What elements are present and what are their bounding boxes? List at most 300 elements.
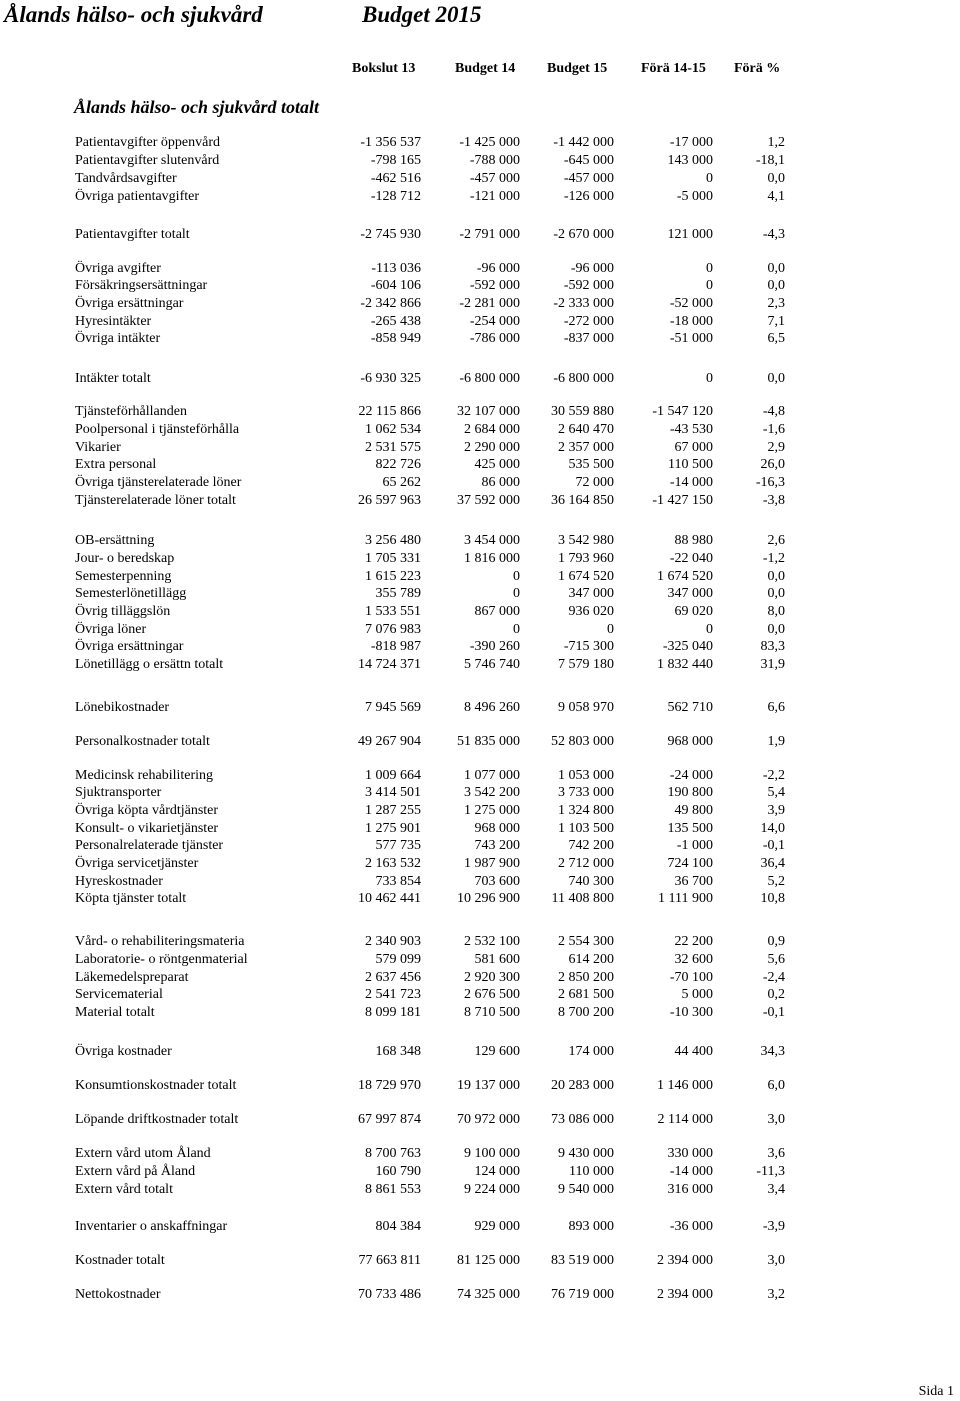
- bokslut-13-value: 1 009 664: [365, 768, 421, 783]
- budget-14-value: -2 281 000: [459, 296, 520, 311]
- table-row: [0, 784, 960, 802]
- bokslut-13-value: 7 945 569: [365, 700, 421, 715]
- table-row: [0, 474, 960, 492]
- budget-15-value: 174 000: [568, 1044, 614, 1059]
- fora-14-15-value: -325 040: [662, 639, 713, 654]
- fora-14-15-value: 32 600: [674, 952, 713, 967]
- budget-15-value: -715 300: [563, 639, 614, 654]
- bokslut-13-value: 77 663 811: [358, 1253, 421, 1268]
- fora-percent-value: 3,9: [767, 803, 785, 818]
- fora-14-15-value: 724 100: [667, 856, 713, 871]
- fora-14-15-value: -22 040: [669, 551, 713, 566]
- bokslut-13-value: 8 861 553: [365, 1182, 421, 1197]
- row-label: Övriga ersättningar: [75, 639, 184, 654]
- bokslut-13-value: 168 348: [375, 1044, 421, 1059]
- bokslut-13-value: 49 267 904: [358, 734, 421, 749]
- bokslut-13-value: 579 099: [375, 952, 421, 967]
- budget-15-value: 614 200: [568, 952, 614, 967]
- table-row: [0, 699, 960, 717]
- budget-14-value: 5 746 740: [464, 657, 520, 672]
- fora-14-15-value: 0: [706, 278, 713, 293]
- budget-14-value: 867 000: [474, 604, 520, 619]
- table-row: [0, 638, 960, 656]
- table-row: [0, 733, 960, 751]
- row-label: Tjänsterelaterade löner totalt: [75, 493, 236, 508]
- fora-percent-value: 0,9: [767, 934, 785, 949]
- fora-14-15-value: -5 000: [676, 189, 713, 204]
- bokslut-13-value: 355 789: [375, 586, 421, 601]
- fora-14-15-value: -36 000: [669, 1219, 713, 1234]
- row-label: Patientavgifter totalt: [75, 227, 190, 242]
- row-label: Vård- o rehabiliteringsmateria: [75, 934, 245, 949]
- document-title: Ålands hälso- och sjukvård: [4, 2, 263, 27]
- page-number: Sida 1: [918, 1384, 954, 1399]
- fora-percent-value: 3,2: [767, 1287, 785, 1302]
- bokslut-13-value: 3 256 480: [365, 533, 421, 548]
- fora-percent-value: 36,4: [760, 856, 785, 871]
- row-label: Patientavgifter öppenvård: [75, 135, 221, 150]
- fora-percent-value: 2,6: [767, 533, 785, 548]
- row-label: Övriga köpta vårdtjänster: [75, 803, 219, 818]
- budget-15-value: 2 357 000: [558, 440, 614, 455]
- budget-14-value: -6 800 000: [459, 371, 520, 386]
- budget-15-value: -457 000: [563, 171, 614, 186]
- fora-14-15-value: 330 000: [667, 1146, 713, 1161]
- table-row: [0, 933, 960, 951]
- table-row: [0, 1077, 960, 1095]
- budget-15-value: 1 103 500: [558, 821, 614, 836]
- fora-14-15-value: 0: [706, 261, 713, 276]
- fora-14-15-value: 121 000: [667, 227, 713, 242]
- table-row: [0, 1252, 960, 1270]
- fora-14-15-value: 67 000: [674, 440, 713, 455]
- fora-14-15-value: 0: [706, 371, 713, 386]
- fora-14-15-value: 22 200: [674, 934, 713, 949]
- bokslut-13-value: 8 099 181: [365, 1005, 421, 1020]
- budget-14-value: 19 137 000: [457, 1078, 520, 1093]
- fora-percent-value: 3,4: [767, 1182, 785, 1197]
- bokslut-13-value: 804 384: [375, 1219, 421, 1234]
- budget-15-value: 2 712 000: [558, 856, 614, 871]
- bokslut-13-value: 14 724 371: [358, 657, 421, 672]
- fora-14-15-value: 2 394 000: [657, 1253, 713, 1268]
- bokslut-13-value: 67 997 874: [358, 1112, 421, 1127]
- budget-15-value: 742 200: [568, 838, 614, 853]
- bokslut-13-value: 1 533 551: [365, 604, 421, 619]
- row-label: Semesterpenning: [75, 569, 172, 584]
- budget-15-value: 1 324 800: [558, 803, 614, 818]
- table-row: [0, 621, 960, 639]
- fora-percent-value: 3,0: [767, 1112, 785, 1127]
- budget-14-value: 86 000: [481, 475, 520, 490]
- fora-percent-value: -2,4: [762, 970, 785, 985]
- row-label: Läkemedelspreparat: [75, 970, 189, 985]
- fora-percent-value: -0,1: [762, 838, 785, 853]
- budget-14-value: 51 835 000: [457, 734, 520, 749]
- bokslut-13-value: 2 637 456: [365, 970, 421, 985]
- budget-14-value: 1 987 900: [464, 856, 520, 871]
- row-label: Poolpersonal i tjänsteförhålla: [75, 422, 240, 437]
- table-row: [0, 1145, 960, 1163]
- table-row: [0, 277, 960, 295]
- budget-14-value: 2 676 500: [464, 987, 520, 1002]
- row-label: Konsumtionskostnader totalt: [75, 1078, 237, 1093]
- fora-percent-value: 5,6: [767, 952, 785, 967]
- table-row: [0, 492, 960, 510]
- budget-14-value: 968 000: [474, 821, 520, 836]
- budget-14-value: 124 000: [474, 1164, 520, 1179]
- budget-15-value: 3 542 980: [558, 533, 614, 548]
- bokslut-13-value: 1 062 534: [365, 422, 421, 437]
- budget-14-value: -592 000: [469, 278, 520, 293]
- row-label: OB-ersättning: [75, 533, 155, 548]
- table-row: [0, 403, 960, 421]
- fora-14-15-value: -52 000: [669, 296, 713, 311]
- budget-14-value: 2 290 000: [464, 440, 520, 455]
- bokslut-13-value: -113 036: [371, 261, 421, 276]
- budget-15-value: 9 540 000: [558, 1182, 614, 1197]
- budget-15-value: 0: [607, 622, 614, 637]
- budget-15-value: 73 086 000: [551, 1112, 614, 1127]
- fora-percent-value: 3,6: [767, 1146, 785, 1161]
- fora-percent-value: -16,3: [755, 475, 785, 490]
- budget-15-value: 9 058 970: [558, 700, 614, 715]
- budget-14-value: -96 000: [476, 261, 520, 276]
- table-row: [0, 134, 960, 152]
- table-row: [0, 1181, 960, 1199]
- row-label: Inventarier o anskaffningar: [75, 1219, 228, 1234]
- column-header-budget-14: Budget 14: [455, 61, 516, 76]
- fora-percent-value: 0,0: [767, 171, 785, 186]
- table-row: [0, 439, 960, 457]
- fora-percent-value: -3,8: [762, 493, 785, 508]
- table-row: [0, 1004, 960, 1022]
- fora-14-15-value: 968 000: [667, 734, 713, 749]
- bokslut-13-value: -818 987: [370, 639, 421, 654]
- budget-15-value: 1 674 520: [558, 569, 614, 584]
- budget-15-value: 20 283 000: [551, 1078, 614, 1093]
- fora-14-15-value: -10 300: [669, 1005, 713, 1020]
- row-label: Personalrelaterade tjänster: [75, 838, 224, 853]
- fora-percent-value: 8,0: [767, 604, 785, 619]
- bokslut-13-value: 1 615 223: [365, 569, 421, 584]
- fora-percent-value: 31,9: [760, 657, 785, 672]
- fora-percent-value: 5,2: [767, 874, 785, 889]
- row-label: Övriga kostnader: [75, 1044, 172, 1059]
- table-row: [0, 802, 960, 820]
- fora-14-15-value: -43 530: [669, 422, 713, 437]
- row-label: Övriga servicetjänster: [75, 856, 199, 871]
- table-row: [0, 456, 960, 474]
- table-row: [0, 568, 960, 586]
- row-label: Försäkringsersättningar: [75, 278, 208, 293]
- table-row: [0, 585, 960, 603]
- fora-14-15-value: 49 800: [674, 803, 713, 818]
- bokslut-13-value: 26 597 963: [358, 493, 421, 508]
- budget-15-value: -2 333 000: [553, 296, 614, 311]
- fora-14-15-value: -51 000: [669, 331, 713, 346]
- budget-15-value: -6 800 000: [553, 371, 614, 386]
- column-header-fora-14-15: Förä 14-15: [641, 61, 706, 76]
- budget-14-value: 1 816 000: [464, 551, 520, 566]
- fora-percent-value: 0,0: [767, 278, 785, 293]
- row-label: Löpande driftkostnader totalt: [75, 1112, 239, 1127]
- table-row: [0, 313, 960, 331]
- budget-15-value: 2 640 470: [558, 422, 614, 437]
- bokslut-13-value: -1 356 537: [360, 135, 421, 150]
- fora-14-15-value: 316 000: [667, 1182, 713, 1197]
- budget-15-value: 30 559 880: [551, 404, 614, 419]
- fora-percent-value: 1,9: [767, 734, 785, 749]
- row-label: Patientavgifter slutenvård: [75, 153, 220, 168]
- row-label: Kostnader totalt: [75, 1253, 165, 1268]
- budget-15-value: 8 700 200: [558, 1005, 614, 1020]
- row-label: Tjänsteförhållanden: [75, 404, 187, 419]
- bokslut-13-value: 65 262: [382, 475, 421, 490]
- column-header-bokslut-13: Bokslut 13: [352, 61, 416, 76]
- fora-14-15-value: 190 800: [667, 785, 713, 800]
- fora-percent-value: 14,0: [760, 821, 785, 836]
- table-row: [0, 226, 960, 244]
- fora-percent-value: 7,1: [767, 314, 785, 329]
- budget-14-value: -390 260: [469, 639, 520, 654]
- fora-percent-value: 83,3: [760, 639, 785, 654]
- row-label: Övriga tjänsterelaterade löner: [75, 475, 242, 490]
- fora-14-15-value: 2 114 000: [657, 1112, 713, 1127]
- fora-percent-value: 0,0: [767, 622, 785, 637]
- table-row: [0, 260, 960, 278]
- row-label: Extern vård totalt: [75, 1182, 173, 1197]
- fora-percent-value: 3,0: [767, 1253, 785, 1268]
- fora-percent-value: 2,3: [767, 296, 785, 311]
- row-label: Sjuktransporter: [75, 785, 162, 800]
- row-label: Extern vård på Åland: [75, 1164, 196, 1179]
- budget-14-value: 425 000: [474, 457, 520, 472]
- bokslut-13-value: -265 438: [370, 314, 421, 329]
- fora-14-15-value: 0: [706, 171, 713, 186]
- budget-14-value: 8 496 260: [464, 700, 520, 715]
- fora-14-15-value: 110 500: [668, 457, 713, 472]
- fora-14-15-value: 5 000: [681, 987, 713, 1002]
- fora-percent-value: -2,2: [762, 768, 785, 783]
- budget-14-value: 9 100 000: [464, 1146, 520, 1161]
- fora-percent-value: 0,2: [767, 987, 785, 1002]
- fora-14-15-value: -70 100: [669, 970, 713, 985]
- table-row: [0, 295, 960, 313]
- budget-14-value: 0: [513, 622, 520, 637]
- budget-15-value: -96 000: [570, 261, 614, 276]
- fora-14-15-value: -17 000: [669, 135, 713, 150]
- fora-14-15-value: -14 000: [669, 1164, 713, 1179]
- fora-14-15-value: 69 020: [674, 604, 713, 619]
- budget-14-value: 74 325 000: [457, 1287, 520, 1302]
- table-row: [0, 550, 960, 568]
- table-row: [0, 532, 960, 550]
- bokslut-13-value: 577 735: [375, 838, 421, 853]
- row-label: Extra personal: [75, 457, 157, 472]
- bokslut-13-value: 1 705 331: [365, 551, 421, 566]
- budget-14-value: 0: [513, 569, 520, 584]
- table-row: [0, 1286, 960, 1304]
- row-label: Övriga löner: [75, 622, 147, 637]
- fora-percent-value: -1,2: [762, 551, 785, 566]
- fora-percent-value: 0,0: [767, 371, 785, 386]
- column-header-fora-percent: Förä %: [734, 61, 781, 76]
- fora-percent-value: 10,8: [760, 891, 785, 906]
- budget-15-value: 9 430 000: [558, 1146, 614, 1161]
- bokslut-13-value: 7 076 983: [365, 622, 421, 637]
- budget-15-value: 110 000: [569, 1164, 614, 1179]
- budget-14-value: 9 224 000: [464, 1182, 520, 1197]
- table-row: [0, 873, 960, 891]
- budget-14-value: 8 710 500: [464, 1005, 520, 1020]
- row-label: Laboratorie- o röntgenmaterial: [75, 952, 248, 967]
- budget-15-value: 83 519 000: [551, 1253, 614, 1268]
- fora-14-15-value: 44 400: [674, 1044, 713, 1059]
- fora-percent-value: -18,1: [755, 153, 785, 168]
- budget-14-value: 70 972 000: [457, 1112, 520, 1127]
- budget-14-value: 1 077 000: [464, 768, 520, 783]
- column-header-budget-15: Budget 15: [547, 61, 608, 76]
- table-row: [0, 986, 960, 1004]
- row-label: Övrig tilläggslön: [75, 604, 171, 619]
- row-label: Material totalt: [75, 1005, 155, 1020]
- fora-percent-value: 5,4: [767, 785, 785, 800]
- budget-14-value: -121 000: [469, 189, 520, 204]
- fora-14-15-value: -24 000: [669, 768, 713, 783]
- budget-14-value: 2 532 100: [464, 934, 520, 949]
- budget-15-value: 11 408 800: [551, 891, 614, 906]
- bokslut-13-value: 18 729 970: [358, 1078, 421, 1093]
- budget-14-value: 129 600: [474, 1044, 520, 1059]
- budget-15-value: 36 164 850: [551, 493, 614, 508]
- budget-15-value: 3 733 000: [558, 785, 614, 800]
- budget-15-value: -645 000: [563, 153, 614, 168]
- budget-14-value: 743 200: [474, 838, 520, 853]
- fora-14-15-value: 1 146 000: [657, 1078, 713, 1093]
- table-row: [0, 170, 960, 188]
- table-row: [0, 330, 960, 348]
- budget-14-value: -1 425 000: [459, 135, 520, 150]
- bokslut-13-value: 822 726: [375, 457, 421, 472]
- bokslut-13-value: 2 531 575: [365, 440, 421, 455]
- fora-14-15-value: -1 547 120: [652, 404, 713, 419]
- budget-15-value: -592 000: [563, 278, 614, 293]
- table-row: [0, 188, 960, 206]
- budget-15-value: 1 793 960: [558, 551, 614, 566]
- fora-percent-value: 1,2: [767, 135, 785, 150]
- budget-14-value: 581 600: [474, 952, 520, 967]
- budget-14-value: -254 000: [469, 314, 520, 329]
- row-label: Övriga intäkter: [75, 331, 161, 346]
- bokslut-13-value: -2 745 930: [360, 227, 421, 242]
- fora-14-15-value: 1 674 520: [657, 569, 713, 584]
- fora-14-15-value: -1 427 150: [652, 493, 713, 508]
- bokslut-13-value: 70 733 486: [358, 1287, 421, 1302]
- budget-14-value: 703 600: [474, 874, 520, 889]
- row-label: Lönetillägg o ersättn totalt: [75, 657, 224, 672]
- fora-percent-value: -4,8: [762, 404, 785, 419]
- fora-percent-value: -11,3: [756, 1164, 785, 1179]
- row-label: Konsult- o vikarietjänster: [75, 821, 219, 836]
- fora-14-15-value: 143 000: [667, 153, 713, 168]
- row-label: Köpta tjänster totalt: [75, 891, 187, 906]
- bokslut-13-value: 2 541 723: [365, 987, 421, 1002]
- row-label: Övriga ersättningar: [75, 296, 184, 311]
- budget-15-value: -2 670 000: [553, 227, 614, 242]
- budget-15-value: 893 000: [568, 1219, 614, 1234]
- fora-14-15-value: -14 000: [669, 475, 713, 490]
- fora-percent-value: 2,9: [767, 440, 785, 455]
- budget-14-value: 3 542 200: [464, 785, 520, 800]
- budget-15-value: 347 000: [568, 586, 614, 601]
- budget-14-value: 10 296 900: [457, 891, 520, 906]
- bokslut-13-value: 10 462 441: [358, 891, 421, 906]
- fora-percent-value: -1,6: [762, 422, 785, 437]
- row-label: Extern vård utom Åland: [75, 1146, 211, 1161]
- row-label: Semesterlönetillägg: [75, 586, 187, 601]
- table-row: [0, 1111, 960, 1129]
- budget-14-value: 2 920 300: [464, 970, 520, 985]
- budget-15-value: 7 579 180: [558, 657, 614, 672]
- budget-15-value: 2 554 300: [558, 934, 614, 949]
- fora-14-15-value: 88 980: [674, 533, 713, 548]
- table-row: [0, 1218, 960, 1236]
- bokslut-13-value: -2 342 866: [360, 296, 421, 311]
- bokslut-13-value: 8 700 763: [365, 1146, 421, 1161]
- table-row: [0, 951, 960, 969]
- fora-percent-value: 6,6: [767, 700, 785, 715]
- budget-14-value: 2 684 000: [464, 422, 520, 437]
- budget-15-value: 535 500: [568, 457, 614, 472]
- fora-14-15-value: 36 700: [674, 874, 713, 889]
- table-row: [0, 152, 960, 170]
- fora-14-15-value: -18 000: [669, 314, 713, 329]
- fora-14-15-value: 1 111 900: [658, 891, 713, 906]
- bokslut-13-value: -462 516: [370, 171, 421, 186]
- bokslut-13-value: -6 930 325: [360, 371, 421, 386]
- budget-15-value: 52 803 000: [551, 734, 614, 749]
- fora-percent-value: 26,0: [760, 457, 785, 472]
- bokslut-13-value: 22 115 866: [358, 404, 421, 419]
- fora-percent-value: 34,3: [760, 1044, 785, 1059]
- bokslut-13-value: 2 163 532: [365, 856, 421, 871]
- document-subtitle: Budget 2015: [362, 2, 482, 27]
- budget-14-value: 0: [513, 586, 520, 601]
- budget-14-value: 1 275 000: [464, 803, 520, 818]
- row-label: Vikarier: [75, 440, 121, 455]
- row-label: Övriga avgifter: [75, 261, 161, 276]
- table-row: [0, 820, 960, 838]
- budget-15-value: -272 000: [563, 314, 614, 329]
- bokslut-13-value: 3 414 501: [365, 785, 421, 800]
- fora-14-15-value: -1 000: [676, 838, 713, 853]
- bokslut-13-value: 733 854: [375, 874, 421, 889]
- budget-15-value: 936 020: [568, 604, 614, 619]
- budget-15-value: 1 053 000: [558, 768, 614, 783]
- row-label: Hyreskostnader: [75, 874, 163, 889]
- bokslut-13-value: -604 106: [370, 278, 421, 293]
- budget-14-value: 3 454 000: [464, 533, 520, 548]
- budget-15-value: -126 000: [563, 189, 614, 204]
- bokslut-13-value: 2 340 903: [365, 934, 421, 949]
- table-row: [0, 837, 960, 855]
- table-row: [0, 421, 960, 439]
- fora-percent-value: 6,0: [767, 1078, 785, 1093]
- table-row: [0, 1043, 960, 1061]
- fora-14-15-value: 2 394 000: [657, 1287, 713, 1302]
- budget-14-value: -457 000: [469, 171, 520, 186]
